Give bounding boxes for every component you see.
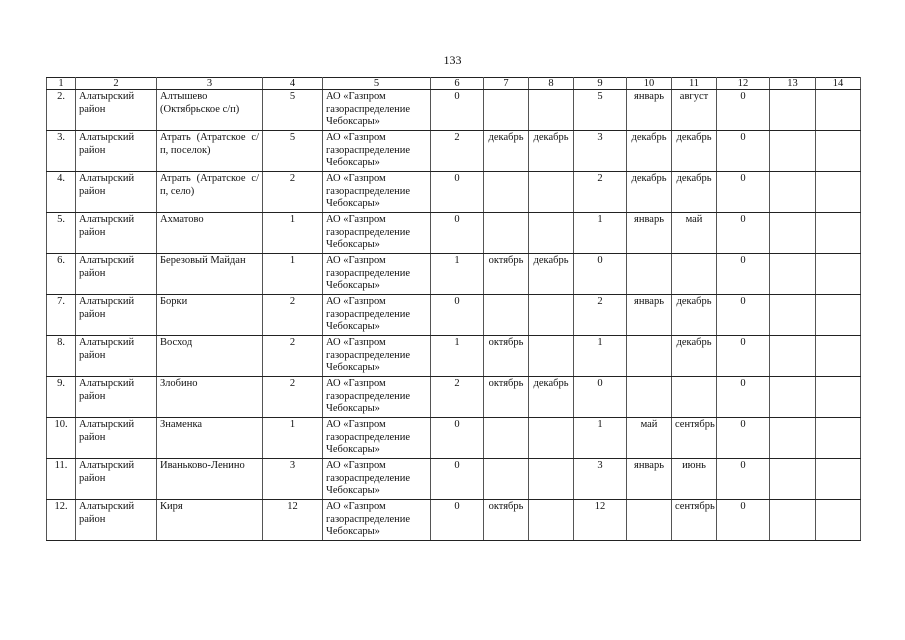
month-cell: январь <box>627 459 672 500</box>
value-cell: 5 <box>574 90 627 131</box>
value-cell: 0 <box>431 418 484 459</box>
row-number-cell: 2. <box>47 90 76 131</box>
value-cell: 0 <box>717 336 770 377</box>
empty-cell <box>770 336 816 377</box>
month-cell <box>529 418 574 459</box>
district-cell: Алатырский район <box>76 172 157 213</box>
empty-cell <box>770 254 816 295</box>
row-number-cell: 9. <box>47 377 76 418</box>
month-cell: октябрь <box>484 254 529 295</box>
organization-cell: АО «Газпром газораспределение Чебоксары» <box>323 254 431 295</box>
district-cell: Алатырский район <box>76 500 157 541</box>
quantity-cell: 3 <box>263 459 323 500</box>
table-row <box>47 213 861 254</box>
month-cell <box>627 254 672 295</box>
month-cell <box>529 336 574 377</box>
month-cell <box>627 336 672 377</box>
organization-cell: АО «Газпром газораспределение Чебоксары» <box>323 377 431 418</box>
settlement-cell: Ахматово <box>157 213 263 254</box>
column-number-header-row <box>47 78 861 90</box>
value-cell: 1 <box>574 213 627 254</box>
district-cell: Алатырский район <box>76 131 157 172</box>
quantity-cell: 2 <box>263 377 323 418</box>
empty-cell <box>816 500 861 541</box>
district-cell: Алатырский район <box>76 377 157 418</box>
row-number-cell: 4. <box>47 172 76 213</box>
month-cell: декабрь <box>672 172 717 213</box>
empty-cell <box>816 459 861 500</box>
empty-cell <box>770 377 816 418</box>
empty-cell <box>816 172 861 213</box>
empty-cell <box>770 131 816 172</box>
month-cell <box>672 254 717 295</box>
column-number-header: 8 <box>529 78 574 90</box>
settlement-cell: Атрать (Атратское с/п, поселок) <box>157 131 263 172</box>
column-number-header: 11 <box>672 78 717 90</box>
month-cell: январь <box>627 295 672 336</box>
value-cell: 0 <box>431 172 484 213</box>
value-cell: 2 <box>431 131 484 172</box>
month-cell <box>529 172 574 213</box>
empty-cell <box>770 500 816 541</box>
empty-cell <box>770 418 816 459</box>
quantity-cell: 5 <box>263 90 323 131</box>
month-cell: декабрь <box>672 295 717 336</box>
column-number-header: 13 <box>770 78 816 90</box>
district-cell: Алатырский район <box>76 213 157 254</box>
table-row <box>47 295 861 336</box>
organization-cell: АО «Газпром газораспределение Чебоксары» <box>323 172 431 213</box>
settlement-cell: Злобино <box>157 377 263 418</box>
row-number-cell: 11. <box>47 459 76 500</box>
table-row <box>47 172 861 213</box>
settlement-cell: Знаменка <box>157 418 263 459</box>
value-cell: 0 <box>717 90 770 131</box>
empty-cell <box>770 90 816 131</box>
value-cell: 0 <box>431 459 484 500</box>
table-row <box>47 418 861 459</box>
table-row <box>47 459 861 500</box>
table-row <box>47 131 861 172</box>
quantity-cell: 2 <box>263 295 323 336</box>
row-number-cell: 3. <box>47 131 76 172</box>
organization-cell: АО «Газпром газораспределение Чебоксары» <box>323 90 431 131</box>
empty-cell <box>816 254 861 295</box>
quantity-cell: 1 <box>263 213 323 254</box>
settlement-cell: Алтышево (Октябрьское с/п) <box>157 90 263 131</box>
column-number-header: 1 <box>47 78 76 90</box>
month-cell: декабрь <box>484 131 529 172</box>
row-number-cell: 12. <box>47 500 76 541</box>
empty-cell <box>816 418 861 459</box>
month-cell <box>484 213 529 254</box>
month-cell: январь <box>627 213 672 254</box>
value-cell: 0 <box>431 295 484 336</box>
table-body <box>47 90 861 541</box>
month-cell: декабрь <box>672 336 717 377</box>
month-cell: октябрь <box>484 500 529 541</box>
value-cell: 2 <box>431 377 484 418</box>
row-number-cell: 6. <box>47 254 76 295</box>
settlement-cell: Атрать (Атратское с/п, село) <box>157 172 263 213</box>
month-cell: декабрь <box>627 172 672 213</box>
value-cell: 0 <box>431 213 484 254</box>
month-cell: август <box>672 90 717 131</box>
value-cell: 0 <box>574 377 627 418</box>
quantity-cell: 12 <box>263 500 323 541</box>
gasification-schedule-table <box>46 77 861 541</box>
month-cell <box>484 418 529 459</box>
quantity-cell: 2 <box>263 172 323 213</box>
value-cell: 3 <box>574 131 627 172</box>
value-cell: 0 <box>574 254 627 295</box>
value-cell: 1 <box>431 336 484 377</box>
empty-cell <box>816 295 861 336</box>
month-cell: декабрь <box>529 377 574 418</box>
organization-cell: АО «Газпром газораспределение Чебоксары» <box>323 295 431 336</box>
quantity-cell: 1 <box>263 254 323 295</box>
column-number-header: 6 <box>431 78 484 90</box>
month-cell <box>627 377 672 418</box>
organization-cell: АО «Газпром газораспределение Чебоксары» <box>323 418 431 459</box>
month-cell: сентябрь <box>672 418 717 459</box>
column-number-header: 9 <box>574 78 627 90</box>
column-number-header: 4 <box>263 78 323 90</box>
value-cell: 2 <box>574 295 627 336</box>
value-cell: 0 <box>431 90 484 131</box>
value-cell: 0 <box>717 172 770 213</box>
month-cell <box>672 377 717 418</box>
month-cell: май <box>627 418 672 459</box>
month-cell: май <box>672 213 717 254</box>
value-cell: 12 <box>574 500 627 541</box>
empty-cell <box>770 295 816 336</box>
value-cell: 1 <box>431 254 484 295</box>
district-cell: Алатырский район <box>76 336 157 377</box>
month-cell <box>529 90 574 131</box>
month-cell: декабрь <box>627 131 672 172</box>
quantity-cell: 2 <box>263 336 323 377</box>
value-cell: 0 <box>717 295 770 336</box>
row-number-cell: 7. <box>47 295 76 336</box>
column-number-header: 5 <box>323 78 431 90</box>
district-cell: Алатырский район <box>76 295 157 336</box>
organization-cell: АО «Газпром газораспределение Чебоксары» <box>323 213 431 254</box>
district-cell: Алатырский район <box>76 459 157 500</box>
empty-cell <box>770 459 816 500</box>
value-cell: 1 <box>574 336 627 377</box>
month-cell <box>484 90 529 131</box>
column-number-header: 7 <box>484 78 529 90</box>
value-cell: 0 <box>717 131 770 172</box>
empty-cell <box>816 90 861 131</box>
value-cell: 0 <box>717 418 770 459</box>
district-cell: Алатырский район <box>76 90 157 131</box>
value-cell: 0 <box>717 500 770 541</box>
empty-cell <box>816 336 861 377</box>
month-cell <box>529 500 574 541</box>
empty-cell <box>770 213 816 254</box>
month-cell: декабрь <box>672 131 717 172</box>
month-cell: декабрь <box>529 254 574 295</box>
value-cell: 0 <box>431 500 484 541</box>
value-cell: 0 <box>717 213 770 254</box>
settlement-cell: Иваньково-Ленино <box>157 459 263 500</box>
organization-cell: АО «Газпром газораспределение Чебоксары» <box>323 336 431 377</box>
table-row <box>47 336 861 377</box>
row-number-cell: 8. <box>47 336 76 377</box>
month-cell: январь <box>627 90 672 131</box>
column-number-header: 3 <box>157 78 263 90</box>
month-cell <box>484 459 529 500</box>
empty-cell <box>816 377 861 418</box>
value-cell: 2 <box>574 172 627 213</box>
quantity-cell: 5 <box>263 131 323 172</box>
district-cell: Алатырский район <box>76 418 157 459</box>
value-cell: 3 <box>574 459 627 500</box>
row-number-cell: 10. <box>47 418 76 459</box>
month-cell: сентябрь <box>672 500 717 541</box>
settlement-cell: Борки <box>157 295 263 336</box>
empty-cell <box>770 172 816 213</box>
table-row <box>47 254 861 295</box>
month-cell <box>529 459 574 500</box>
month-cell: декабрь <box>529 131 574 172</box>
settlement-cell: Восход <box>157 336 263 377</box>
month-cell: октябрь <box>484 377 529 418</box>
district-cell: Алатырский район <box>76 254 157 295</box>
settlement-cell: Березовый Майдан <box>157 254 263 295</box>
organization-cell: АО «Газпром газораспределение Чебоксары» <box>323 131 431 172</box>
value-cell: 1 <box>574 418 627 459</box>
month-cell <box>484 172 529 213</box>
row-number-cell: 5. <box>47 213 76 254</box>
column-number-header: 10 <box>627 78 672 90</box>
column-number-header: 12 <box>717 78 770 90</box>
month-cell <box>484 295 529 336</box>
organization-cell: АО «Газпром газораспределение Чебоксары» <box>323 500 431 541</box>
quantity-cell: 1 <box>263 418 323 459</box>
value-cell: 0 <box>717 377 770 418</box>
month-cell <box>627 500 672 541</box>
month-cell: июнь <box>672 459 717 500</box>
page-number: 133 <box>443 53 462 67</box>
value-cell: 0 <box>717 254 770 295</box>
empty-cell <box>816 213 861 254</box>
month-cell <box>529 295 574 336</box>
settlement-cell: Киря <box>157 500 263 541</box>
empty-cell <box>816 131 861 172</box>
month-cell <box>529 213 574 254</box>
column-number-header: 14 <box>816 78 861 90</box>
table-row <box>47 90 861 131</box>
value-cell: 0 <box>717 459 770 500</box>
table-row <box>47 500 861 541</box>
month-cell: октябрь <box>484 336 529 377</box>
column-number-header: 2 <box>76 78 157 90</box>
organization-cell: АО «Газпром газораспределение Чебоксары» <box>323 459 431 500</box>
table-row <box>47 377 861 418</box>
